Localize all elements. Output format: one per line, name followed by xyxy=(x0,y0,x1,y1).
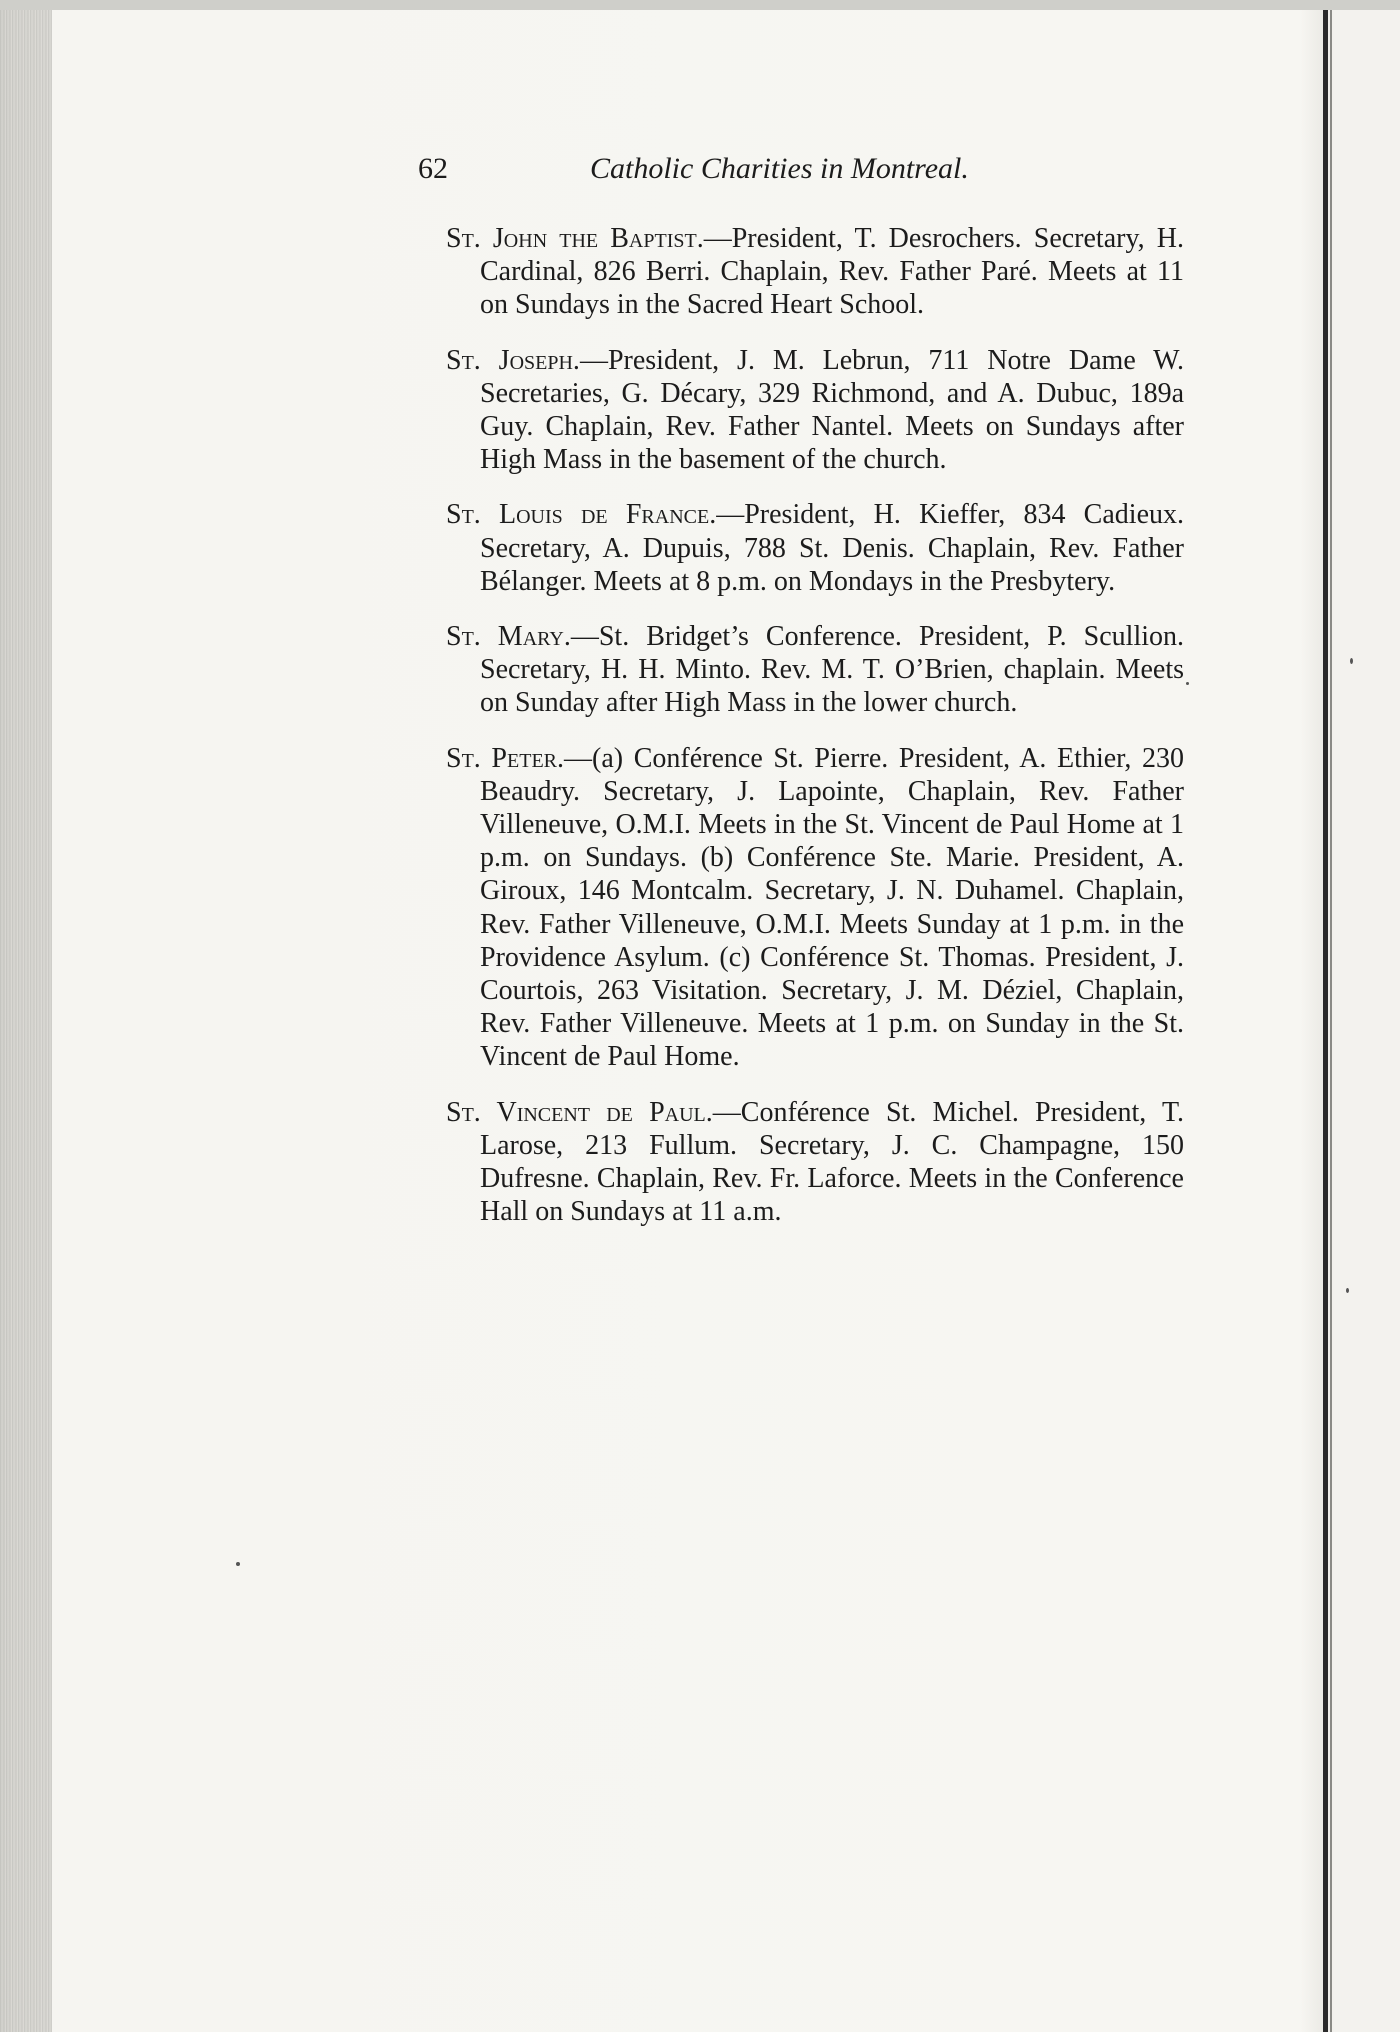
conference-entry-st-joseph xyxy=(446,344,1184,477)
conference-list xyxy=(446,222,1184,1250)
book-gutter-edge xyxy=(0,0,52,2032)
parish-name: St. Joseph. xyxy=(446,344,580,376)
scan-speck xyxy=(1350,658,1353,664)
entry-text: —St. Bridget’s Conference. President, P. Scullion. Secretary, H. H. Minto. Rev. M. T. O’Brien, chaplain. Meets on Sunday after High Mass in the lower church. xyxy=(480,621,1185,719)
parish-name: St. John the Baptist. xyxy=(446,223,704,254)
parish-name: St. Louis de France. xyxy=(446,499,717,531)
entry-text: —President, H. Kieffer, 834 Cadieux. Secretary, A. Dupuis, 788 St. Denis. Chaplain, Rev. Father Bélanger. Meets at 8 p.m. on Mondays in the Presbytery. xyxy=(480,499,1184,597)
scan-speck xyxy=(1346,1288,1349,1293)
conference-entry-st-vincent-de-paul xyxy=(446,1096,1184,1229)
conference-entry-st-mary xyxy=(446,620,1184,720)
page-top-border xyxy=(0,0,1400,10)
scan-speck xyxy=(236,1562,240,1566)
scan-speck xyxy=(1186,682,1189,685)
entry-text: —President, T. Desrochers. Secretary, H. Cardinal, 826 Berri. Chaplain, Rev. Father Paré. Meets at 11 on Sundays in the Sacred Heart School. xyxy=(480,223,1184,321)
page-number: 62 xyxy=(418,152,448,185)
entry-text: —(a) Conférence St. Pierre. President, A. Ethier, 230 Beaudry. Secretary, J. Lapointe, Chaplain, Rev. Father Villeneuve, O.M.I. Meets in the St. Vincent de Paul Home at 1 p.m. on Sundays. (b) Conférence Ste. Marie. President, A. Giroux, 146 Montcalm. Secretary, J. N. Duhamel. Chaplain, Rev. Father Villeneuve, O.M.I. Meets Sunday at 1 p.m. in the Providence Asylum. (c) Conférence St. Thomas. President, J. Courtois, 263 Visitation. Secretary, J. M. Déziel, Chaplain, Rev. Father Villeneuve. Meets at 1 p.m. on Sunday in the St. Vincent de Paul Home. xyxy=(480,742,1184,1073)
parish-name: St. Mary. xyxy=(446,621,571,653)
parish-name: St. Vincent de Paul. xyxy=(446,1096,713,1128)
parish-name: St. Peter. xyxy=(446,742,564,774)
page-right-edge-shadow xyxy=(1330,10,1332,2032)
running-title: Catholic Charities in Montreal. xyxy=(590,152,969,185)
conference-entry-st-peter xyxy=(446,742,1184,1074)
conference-entry-st-louis-de-france xyxy=(446,498,1184,598)
page-right-edge-rule xyxy=(1323,10,1328,2032)
conference-entry-st-john-the-baptist xyxy=(446,222,1184,322)
entry-text: —Conférence St. Michel. President, T. Larose, 213 Fullum. Secretary, J. C. Champagne, 150 Dufresne. Chaplain, Rev. Fr. Laforce. Meets in the Conference Hall on Sundays at 11 a.m. xyxy=(480,1096,1184,1228)
entry-text: —President, J. M. Lebrun, 711 Notre Dame W. Secretaries, G. Décary, 329 Richmond, and A. Dubuc, 189a Guy. Chaplain, Rev. Father Nantel. Meets on Sundays after High Mass in the basement of the church. xyxy=(480,344,1184,476)
page-header xyxy=(418,152,1188,196)
